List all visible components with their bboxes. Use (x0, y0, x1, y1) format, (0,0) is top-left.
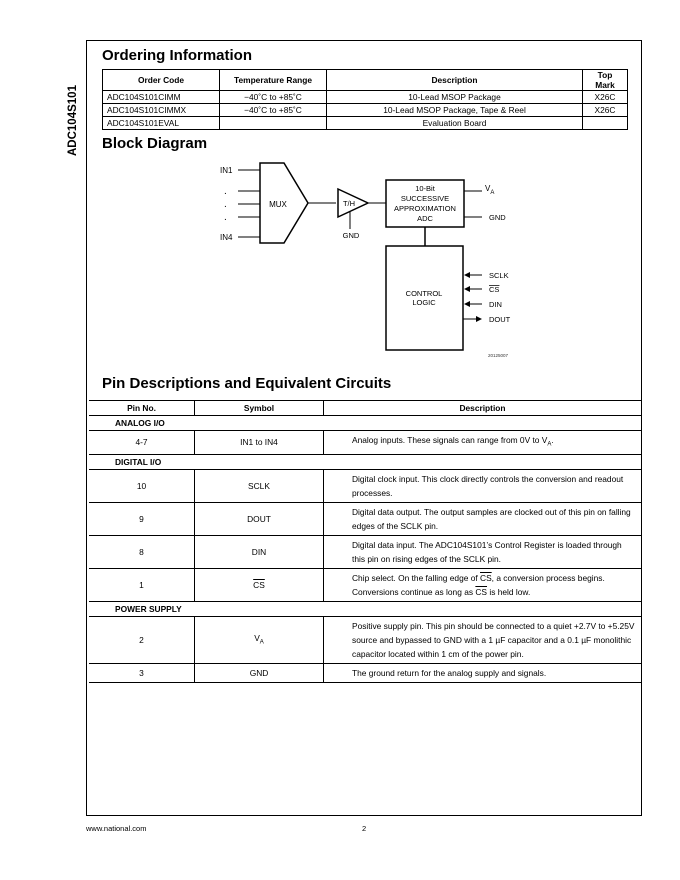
pin-description: Digital clock input. This clock directly controls the conversion and readout processes. (324, 469, 642, 502)
pin-header-row (89, 401, 641, 416)
table-row (89, 663, 641, 682)
pin-symbol: $\overline{CS}$ (195, 568, 324, 601)
pin-number: 8 (89, 535, 195, 568)
section-label: POWER SUPPLY (89, 601, 641, 616)
description-cell: 10-Lead MSOP Package, Tape & Reel (327, 104, 583, 117)
ordering-header-cell: Description (327, 70, 583, 91)
pin-table (89, 400, 641, 683)
pin-description: Digital data input. The ADC104S101’s Control Register is loaded through this pin on rising edges of the SCLK pin. (324, 535, 642, 568)
dot-label: . (224, 199, 227, 210)
description-cell: Evaluation Board (327, 117, 583, 130)
pin-header-cell: Description (324, 401, 642, 416)
adc-label-line: APPROXIMATION (394, 204, 456, 213)
th-label: T/H (342, 199, 356, 208)
pin-number: 1 (89, 568, 195, 601)
pin-description: Positive supply pin. This pin should be connected to a quiet +2.7V to +5.25V source and bypassed to GND with a 1 µF capacitor and a 0.1 µF monolithic capacitor located within 1 cm of the power pin. (324, 616, 642, 663)
adc-label-line: 10-Bit (415, 184, 435, 193)
din-label: DIN (489, 300, 502, 309)
footer-website[interactable]: www.national.com (86, 824, 147, 833)
mux-label: MUX (269, 200, 287, 209)
sclk-label: SCLK (489, 271, 509, 280)
pin-symbol: SCLK (195, 469, 324, 502)
pin-symbol: IN1 to IN4 (195, 431, 324, 455)
control-label-line: CONTROL (405, 289, 443, 298)
pin-header-cell: Pin No. (89, 401, 195, 416)
block-diagram-title: Block Diagram (102, 135, 208, 152)
pin-description: Analog inputs. These signals can range from 0V to $V_A$. (324, 431, 642, 455)
th-gnd-label: GND (342, 231, 360, 240)
adc-label-line: SUCCESSIVE (400, 194, 450, 203)
adc-gnd-label: GND (489, 213, 506, 222)
in4-label: IN4 (220, 233, 233, 242)
pin-description: Chip select. On the falling edge of $\overline{CS}$, a conversion process begins. Conversions continue as long as $\overline{CS}$ is held low. (324, 568, 642, 601)
pin-number: 9 (89, 502, 195, 535)
description-cell: 10-Lead MSOP Package (327, 91, 583, 104)
table-row (89, 616, 641, 663)
pin-symbol: $V_A$ (195, 616, 324, 663)
pin-symbol: DOUT (195, 502, 324, 535)
pin-number: 3 (89, 663, 195, 682)
top-mark-cell: X26C (583, 104, 628, 117)
block-diagram (0, 0, 680, 380)
ordering-header-cell: Top Mark (583, 70, 628, 91)
footer-page-number: 2 (362, 824, 367, 833)
side-part-label-text: ADC104S101 (67, 85, 79, 156)
temp-range-cell: −40˚C to +85˚C (220, 91, 327, 104)
temp-range-cell: −40˚C to +85˚C (220, 104, 327, 117)
section-row (89, 601, 641, 616)
va-label: $V_A$ (485, 184, 495, 196)
dout-label: DOUT (489, 315, 511, 324)
table-row (89, 502, 641, 535)
section-label: DIGITAL I/O (89, 454, 641, 469)
table-row (89, 568, 641, 601)
table-row (89, 535, 641, 568)
pin-header-cell: Symbol (195, 401, 324, 416)
order-code-cell: ADC104S101EVAL (103, 117, 220, 130)
top-mark-cell: X26C (583, 91, 628, 104)
dot-label: . (224, 212, 227, 223)
pin-description: Digital data output. The output samples are clocked out of this pin on falling edges of the SCLK pin. (324, 502, 642, 535)
table-row (89, 469, 641, 502)
section-row (89, 416, 641, 431)
section-row (89, 454, 641, 469)
adc-label-line: ADC (417, 214, 433, 223)
pin-symbol: DIN (195, 535, 324, 568)
pin-number: 2 (89, 616, 195, 663)
dot-label: . (224, 186, 227, 197)
figure-id: 20125007 (488, 353, 509, 358)
cs-label: CS (489, 285, 500, 294)
pin-number: 10 (89, 469, 195, 502)
control-label-line: LOGIC (412, 298, 436, 307)
order-code-cell: ADC104S101CIMMX (103, 104, 220, 117)
section-label: ANALOG I/O (89, 416, 641, 431)
pin-descriptions-title: Pin Descriptions and Equivalent Circuits (102, 375, 392, 392)
ordering-title: Ordering Information (102, 47, 252, 64)
in1-label: IN1 (220, 166, 233, 175)
ordering-header-cell: Order Code (103, 70, 220, 91)
pin-number: 4-7 (89, 431, 195, 455)
table-row (89, 431, 641, 455)
pin-description: The ground return for the analog supply and signals. (324, 663, 642, 682)
pin-symbol: GND (195, 663, 324, 682)
ordering-header-cell: Temperature Range (220, 70, 327, 91)
order-code-cell: ADC104S101CIMM (103, 91, 220, 104)
